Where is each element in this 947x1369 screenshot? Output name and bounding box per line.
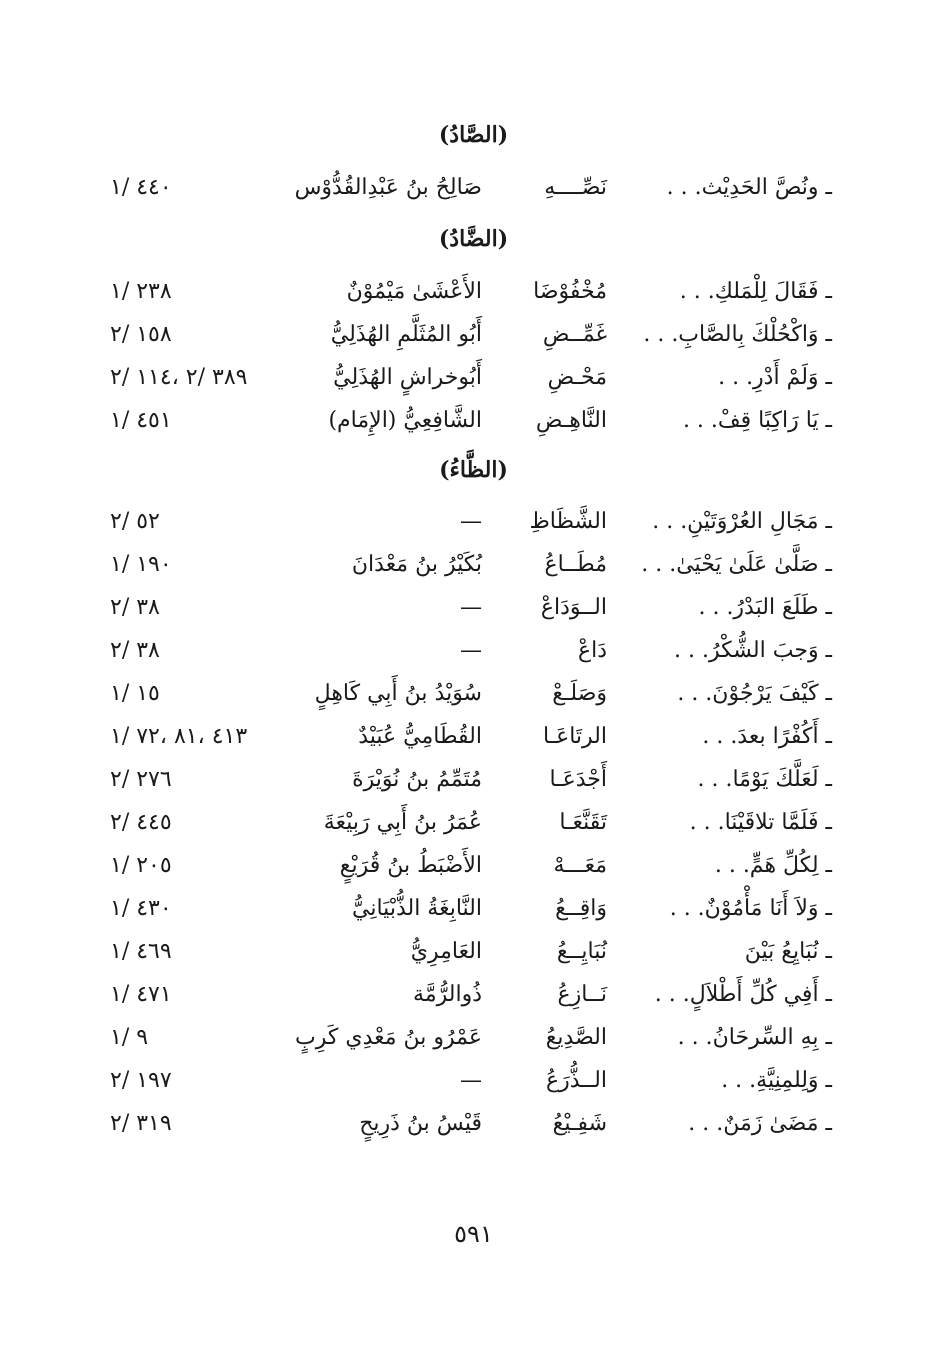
- verse-start: ـ وَجبَ الشُّكْرُ. . .: [674, 638, 832, 663]
- volume-page-ref: ٣٨ /٢: [110, 595, 160, 620]
- rhyme-word: النَّاهِـضِ: [535, 408, 607, 433]
- rhyme-word: نُبَايِــعُ: [556, 939, 607, 964]
- rhyme-word: أَجْدَعَـا: [549, 767, 607, 792]
- volume-page-ref: ١٩٠ /١: [110, 552, 172, 577]
- volume-page-ref: ٢٧٦ /٢: [110, 767, 172, 792]
- volume-page-ref: ٣٨ /٢: [110, 638, 160, 663]
- verse-start: ـ وَلاَ أَنَا مَأْمُوْنٌ. . .: [669, 896, 832, 921]
- verse-start: ـ بِهِ السِّرحَانُ. . .: [677, 1025, 832, 1050]
- table-row: [0, 932, 947, 972]
- verse-start: ـ نُبَايِعُ بَيْنَ: [744, 939, 832, 964]
- volume-page-ref: ٤٣٠ /١: [110, 896, 172, 921]
- poet-name: أَبُوخراشٍ الهُذَلِيُّ: [333, 365, 482, 390]
- volume-page-ref: ٤٥١ /١: [110, 408, 172, 433]
- volume-page-ref: ٩ /١: [110, 1025, 149, 1050]
- rhyme-word: الصَّدِيعُ: [545, 1025, 607, 1050]
- verse-start: ـ طَلَعَ البَدْرُ. . .: [698, 595, 832, 620]
- table-row: [0, 502, 947, 542]
- poet-name: بُكَيْرُ بنُ مَعْدَانَ: [351, 552, 482, 577]
- table-row: [0, 315, 947, 355]
- verse-start: ـ وَلِلمِنِيَّةِ. . .: [721, 1068, 832, 1093]
- poet-name: أَبُو المُثَلَّمِ الهُذَلِيُّ: [330, 322, 482, 347]
- volume-page-ref: ٢٣٨ /١: [110, 279, 172, 304]
- poet-name: الأَعْشَىٰ مَيْمُوْنٌ: [346, 279, 482, 304]
- verse-start: ـ صَلَّىٰ عَلَىٰ يَحْيَىٰ. . .: [641, 552, 832, 577]
- rhyme-word: شَفِـيْعُ: [552, 1111, 607, 1136]
- poet-name: قَيْسُ بنُ ذَرِيحٍ: [359, 1111, 482, 1136]
- rhyme-word: غَمِّــضِ: [542, 322, 607, 347]
- rhyme-word: الــوَدَاعْ: [540, 595, 607, 620]
- table-row: [0, 588, 947, 628]
- table-row: [0, 760, 947, 800]
- verse-start: ـ يَا رَاكِبًا قِفْ. . .: [682, 408, 832, 433]
- rhyme-word: الرتَاعَـا: [542, 724, 607, 749]
- verse-start: ـ أَكُفْرًا بعدَ. . .: [702, 724, 832, 749]
- poet-name: ذُوالرُّمَّة: [413, 982, 482, 1007]
- poet-name: —: [460, 1068, 482, 1093]
- rhyme-word: مُخْفُوْضَا: [533, 279, 607, 304]
- volume-page-ref: ٥٢ /٢: [110, 509, 160, 534]
- verse-start: ـ فَلَمَّا تلاقَيْنَا. . .: [689, 810, 832, 835]
- verse-start: ـ وَلَمْ أَدْرِ. . .: [718, 365, 832, 390]
- page-number: ٥٩١: [454, 1220, 493, 1248]
- poet-name: عُمَرُ بنُ أَبِي رَبِيْعَةَ: [323, 810, 482, 835]
- volume-page-ref: ٢٠٥ /١: [110, 853, 172, 878]
- verse-start: ـ لِكُلِّ هَمٍّ. . .: [714, 853, 832, 878]
- volume-page-ref: ٤٤٥ /٢: [110, 810, 172, 835]
- verse-start: ـ مَجَالِ العُرْوَتَيْنِ. . .: [652, 509, 832, 534]
- rhyme-word: وَاقِــعُ: [555, 896, 607, 921]
- poet-name: العَامِرِيُّ: [410, 939, 482, 964]
- table-row: [0, 1104, 947, 1144]
- poet-name: القُطَامِيُّ عُبَيْدٌ: [358, 724, 482, 749]
- poet-name: صَالِحُ بنُ عَبْدِالقُدُّوْس: [294, 175, 482, 200]
- section-title-dad: (الضَّادُ): [438, 226, 509, 252]
- rhyme-word: نَــازِعُ: [557, 982, 607, 1007]
- table-row: [0, 1061, 947, 1101]
- volume-page-ref: ٤٤٠ /١: [110, 175, 172, 200]
- verse-start: ـ كَيْفَ يَرْجُوْنَ. . .: [677, 681, 832, 706]
- rhyme-word: مَحْـضِ: [547, 365, 607, 390]
- rhyme-word: مُطَــاعُ: [544, 552, 607, 577]
- rhyme-word: دَاعْ: [577, 638, 607, 663]
- section-title-sad: (الصَّادُ): [438, 122, 509, 148]
- verse-start: ـ لَعَلَّكَ يَوْمًا. . .: [697, 767, 832, 792]
- poet-name: مُتَمِّمُ بنُ نُوَيْرَةَ: [352, 767, 482, 792]
- table-row: [0, 975, 947, 1015]
- table-row: [0, 358, 947, 398]
- rhyme-word: مَعَـــهْ: [553, 853, 607, 878]
- volume-page-ref: ١٥ /١: [110, 681, 160, 706]
- table-row: [0, 1018, 947, 1058]
- verse-start: ـ مَضَىٰ زَمَنٌ. . .: [688, 1111, 832, 1136]
- table-row: [0, 717, 947, 757]
- verse-start: ـ فَقَالَ لِلْمَلكِ. . .: [679, 279, 832, 304]
- table-row: [0, 168, 947, 208]
- table-row: [0, 545, 947, 585]
- rhyme-word: تَقَنَّعَـا: [559, 810, 607, 835]
- table-row: [0, 803, 947, 843]
- rhyme-word: وَصَلَـعْ: [552, 681, 607, 706]
- volume-page-ref: ٤٧١ /١: [110, 982, 172, 1007]
- table-row: [0, 889, 947, 929]
- volume-page-ref: ١٩٧ /٢: [110, 1068, 172, 1093]
- poet-name: —: [460, 595, 482, 620]
- table-row: [0, 674, 947, 714]
- table-row: [0, 401, 947, 441]
- poet-name: سُوَيْدُ بنُ أَبِي كَاهِلٍ: [314, 681, 482, 706]
- table-row: [0, 272, 947, 312]
- rhyme-word: الــذُّرَعُ: [545, 1068, 607, 1093]
- poet-name: النَّابِغَةُ الذُّبْيَانِيُّ: [352, 896, 482, 921]
- section-title-zha: (الظَّاءُ): [439, 457, 508, 483]
- rhyme-word: نَصِّــــهِ: [544, 175, 607, 200]
- poet-name: الأَضْبَطُ بنُ قُرَيْعٍ: [339, 853, 482, 878]
- volume-page-ref: ١٥٨ /٢: [110, 322, 172, 347]
- verse-start: ـ وَاكْحُلْكَ بِالصَّابِ. . .: [643, 322, 832, 347]
- volume-page-ref: ٣١٩ /٢: [110, 1111, 172, 1136]
- poet-name: —: [460, 509, 482, 534]
- poet-name: الشَّافِعِيُّ (الإِمَام): [328, 408, 482, 433]
- volume-page-ref: ٤٦٩ /١: [110, 939, 172, 964]
- volume-page-ref: ٤١٣ ،٨١ ،٧٢ /١: [110, 724, 248, 749]
- poet-name: —: [460, 638, 482, 663]
- rhyme-word: الشَّظَاظِ: [529, 509, 607, 534]
- verse-start: ـ ونُصَّ الحَدِيْث. . .: [666, 175, 832, 200]
- volume-page-ref: ٣٨٩ /٢ ،١١٤ /٢: [110, 365, 248, 390]
- table-row: [0, 846, 947, 886]
- verse-start: ـ أَفِي كُلِّ أَطْلاَلٍ. . .: [654, 982, 832, 1007]
- poet-name: عَمْرُو بنُ مَعْدِي كَرِبٍ: [295, 1025, 482, 1050]
- table-row: [0, 631, 947, 671]
